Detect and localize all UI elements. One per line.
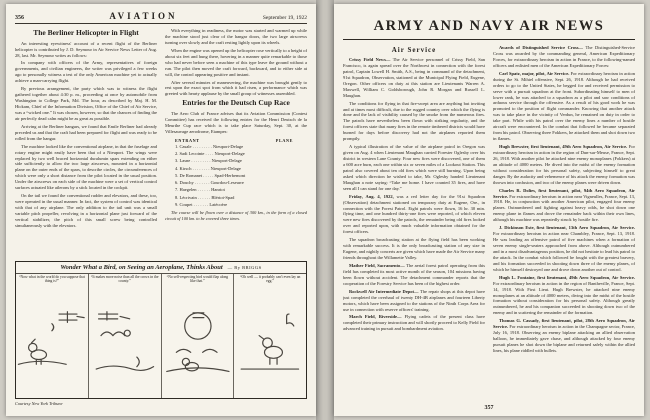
entries-list <box>165 144 307 209</box>
entries-header-plane: PLANE <box>275 137 293 143</box>
entry-line: 2. Sadi Lecointe . . . . Nieuport-Delage <box>175 150 245 156</box>
article2-title: Entries for the Deutsch Cup Race <box>182 98 290 108</box>
paragraph: The squadron broadcasting station at the flying field has been working with remarkable success. It is the only broadcasting station of any size in Eugene, and nightly concerts are given which have made the Air Service many friends throughout the Willamette Valley. <box>343 237 485 260</box>
comic-panel-3 <box>162 274 235 398</box>
paragraph-lead: J. Dickinson Este, first lieutenant, 13th Aero Squadron, Air Service. <box>499 225 635 231</box>
entry-line: 1. Casale . . . . . . . . . Nieuport-Delage <box>175 143 244 149</box>
entries-header-entrant: ENTRANT <box>175 137 200 143</box>
left-page <box>6 4 316 416</box>
article1-body-col2 <box>165 28 307 97</box>
journal-title: AVIATION <box>109 11 178 21</box>
paragraph-lead: Hugh L. Fontaine, first lieutenant, 49th Aero Squadron, Air Service. <box>499 274 635 280</box>
paragraph: On the tail we found the conventional rudder and elevators, and these, too, were operated in the usual manner. In fact, the system of control was identical with that of any airplane. The only addition to the tail unit was a small variable pitch propeller, revolving in a horizontal plane just forward of the vertical stabilizer, the pitch of this small screw being controlled simultaneously with the elevators. <box>15 193 157 228</box>
entry-line: 3. Lasne . . . . . . . . . Nieuport-Delage <box>175 158 242 164</box>
comic-panel-drawing <box>16 285 88 398</box>
paragraph: Mather Field, Sacramento— The aerial forest patrol operating from this field has completed its most active month of the season, 104 missions having been flown without accident. The detachment commander reports that the cooperation of the Forestry Service has been of the highest order. <box>343 262 485 286</box>
right-column-2 <box>493 45 635 397</box>
page-number-right: 357 <box>484 405 494 411</box>
paragraph: Rockwell Air Intermediate Depot— The repair shops at this depot have just completed the overhaul of twenty DH-4B airplanes and fourteen Liberty motors, which have been assigned to the stations of the Ninth Corps Area for use in connection with reserve officers' training. <box>343 288 485 312</box>
left-column-2 <box>165 28 307 258</box>
right-column-1 <box>343 45 485 397</box>
comic-panel-2 <box>89 274 162 398</box>
right-page <box>334 4 644 416</box>
section-banner: ARMY AND NAVY AIR NEWS <box>343 13 635 40</box>
entry-line: 5. De Romanet . . . . . Spad-Herbemont <box>175 172 246 178</box>
paragraph: Charles R. Dolies, first lieutenant, pilot, 94th Aero Squadron, Air Service. For extraordinary heroism in action near Vigneulles, France, Sept. 13, 1918. He, in conjunction with another American pilot, engaged four enemy planes. Outnumbered and fighting against heavy odds, he shot down one enemy plane in flames and drove the remainder back within their own lines, although his machine was repeatedly struck by hostile fire. <box>493 187 635 223</box>
paragraph: The conditions for flying in that fire-swept area are anything but inviting and at times most difficult, due to the rugged country over which the flying is done and the lack of visibility caused by the smoke from the numerous fires. The patrols have nevertheless been flown with striking regularity, and the forest officers state that many fires in the remote timbered districts would have burned for days before discovery had not the airplanes reported them promptly. <box>343 100 485 142</box>
paragraph: Thomas G. Cassady, first lieutenant, pilot, 28th Aero Squadron, Air Service. For extraordinary heroism in action in the Champagne sector, France, July 16, 1918. Observing an enemy biplane attacking an allied observation balloon, he immediately gave chase, and although attacked by four enemy pursuit planes he shot down the biplane and returned safely within the allied lines, his plane riddled with bullets. <box>493 318 635 353</box>
paragraph: Hugh L. Fontaine, first lieutenant, 49th Aero Squadron, Air Service. For extraordinary heroism in action in the region of Bantheville, France, Sept. 14, 1918. With First Lieut. Hugh Brewster, he attacked nine enemy monoplanes at an altitude of 4000 meters, diving into the midst of the hostile formation without consideration for his personal safety. Although greatly outnumbered, he and his companion succeeded in shooting down two of the enemy and in scattering the remainder of the formation. <box>493 274 635 316</box>
comic-panel-drawing <box>162 285 234 398</box>
paragraph: J. Dickinson Este, first lieutenant, 13th Aero Squadron, Air Service. For extraordinary heroism in action near Chambley, France, Sept. 13, 1918. He was leading an offensive patrol of five machines when a formation of seven enemy single-seaters approached from above. Although outnumbered and in a most disadvantageous position, he did not hesitate to lead his patrol to the attack. In the combat which followed he fought with the greatest bravery, and his formation succeeded in shooting down three of the enemy planes, of which he himself destroyed one and drove down another out of control. <box>493 225 635 272</box>
paragraph: Crissy Field News— The Air Service personnel of Crissy Field, San Francisco, is again spread over the Northwest in connection with the forest patrol, Captain Lowell H. Smith, A.S., being in command of the detachment, 91st Squadron, Observation, stationed at the Municipal Flying Field, Eugene, Oregon. Other officers on duty at this station are Lieutenants Warren A. Maxwell, William C. Goldsborough, John R. Morgan and Russell L. Maughan. <box>343 57 485 98</box>
entries-note: The course will be flown over a distance of 300 km., in the form of a closed circuit of 100 km. to be covered three times. <box>165 210 307 221</box>
article1-body-col1 <box>15 41 157 229</box>
paragraph: The machine looked like the conventional airplane, in that the fuselage and rotary engine might easily have been that of a Nieuport. The wings were replaced by two well braced horizontal duralumin spars extending on either side sufficiently to allow the two large airscrews, mounted in a horizontal plane on the outer ends of the spars, to describe circles, the circumferences of which were only a short distance from the pilot located in the usual position. Under the airscrews on each side of the machine were a set of vertical control surfaces actuated like ailerons by a stick located in the cockpit. <box>15 143 157 191</box>
comic-titlebar <box>16 262 306 274</box>
paragraph-lead: March Field, Riverside— <box>349 314 405 320</box>
page-gutter <box>316 0 334 420</box>
entry-line: 4. Kirsch . . . . . . . . Nieuport-Delage <box>175 165 241 171</box>
article1-title: The Berliner Helicopter in Flight <box>33 28 139 37</box>
paragraph-lead: Crissy Field News— <box>349 57 393 62</box>
paragraph: In company with officers of the Army, representatives of foreign governments, and civilian engineers, the writer was privileged a few weeks ago to personally witness a test of the only American machine yet to actually achieve a man-carrying flight. <box>15 60 157 84</box>
paragraph: Arriving at the Berliner hangars, we found that Emile Berliner had already preceded us and that the craft had been prepared for flight and was ready to be rolled from the hangar. <box>15 123 157 141</box>
paragraph: A typical illustration of the value of the airplane patrol in Oregon was given on Aug. 4 when Lieutenant Maughan carried Forester Oglesby over his district in western Lane County. Four new fires were discovered, one of them a 600 acre burn, each one within six or seven miles of a Lookout Station. This patrol also covered about ten old fires which were still burning. Upon being asked which direction he wished to take, Mr. Oglesby handed Lieutenant Maughan a note saying: “Take me home. I have counted 35 fires, and have seen all I can stand for one day.” <box>343 144 485 191</box>
paragraph-lead: Awards of Distinguished Service Cross— <box>499 45 586 50</box>
paragraph-lead: Thomas G. Cassady, first lieutenant, pilot, 28th Aero Squadron, Air Service. <box>493 318 635 330</box>
comic-credit: Courtesy New York Tribune <box>15 401 63 406</box>
paragraph: After several minutes of maneuvering, the machine was brought gently to rest upon the exact spot from which it had risen, a performance which was greeted with hearty applause by the small group of witnesses assembled. <box>165 79 307 97</box>
page-number-left: 356 <box>15 15 24 21</box>
paragraph-lead: Friday, Aug. 4, 1922, <box>349 193 397 199</box>
paragraph: March Field, Riverside— Flying cadets of the present class have completed their primary instruction and will shortly proceed to Kelly Field for advanced training in pursuit and bombardment aviation. <box>343 314 485 332</box>
comic-caption: “Now what in the world do you suppose that thing is?” <box>18 275 85 284</box>
comic-panels <box>16 274 306 398</box>
comic-caption: “Oh well — it probably can't even lay an egg.” <box>239 275 301 284</box>
entry-line: 7. Haegelen . . . . . . Hanriot <box>175 187 225 193</box>
entry-line: 8. Lécrivain . . . . . . Blériot-Spad <box>175 194 235 200</box>
paragraph: Friday, Aug. 4, 1922, was a red letter day for the 91st Squadron (Observation) detachment stationed on temporary duty at Eugene, Ore., in connection with the Forest Patrol. Eight patrols were flown, 16 hr. 30 min. flying time, and one hundred thirty-one fires were reported, of which eleven were new fires discovered by the patrols, the remainder being old fires looked over and reported upon, with much valuable information obtained for the forest officers. <box>343 193 485 235</box>
paragraph: Hugh Brewster, first lieutenant, 49th Aero Squadron, Air Service. For extraordinary heroism in action in the region of Dun-sur-Meuse, France, Sept. 26, 1918. With another pilot he attacked nine enemy monoplanes (Fokkers) at an altitude of 4000 meters. He dived into the midst of the enemy formation without consideration for his personal safety, subjecting himself to great danger. By the audacity and vehemence of his attack the enemy formation was thrown into confusion, and two of the enemy planes were driven down. <box>493 144 635 185</box>
comic-panel-drawing <box>89 285 161 398</box>
running-header <box>15 11 307 24</box>
paragraph: Carl Spatz, major, pilot, Air Service. For extraordinary heroism in action during the St. Mihiel offensive, Sept. 26, 1918. Although he had received orders to go to the United States, he begged for and received permission to serve with a pursuit squadron at the front. Subordinating himself to men of lower rank, he was attached to a squadron as a pilot and saw conditions of arduous service through the offensive. As a result of his good work he was promoted to the position of flight commander. Knowing that another attack was to take place in the vicinity of Verdun, he remained on duty in order to take part. While with his patrol over the enemy lines a number of hostile aircraft were encountered. In the combat that followed he became separated from his patrol. Observing three Fokkers, he attacked them and shot down two in flames. <box>493 70 635 142</box>
paragraph: With everything in readiness, the motor was started and warmed up while the machine stood just clear of the hangar doors, the two large airscrews turning over slowly and the craft resting lightly upon its wheels. <box>165 28 307 45</box>
comic-caption: “No self-respecting bird would flap along like that.” <box>166 275 229 284</box>
left-column-1 <box>15 28 157 258</box>
issue-date: September 19, 1922 <box>262 15 307 21</box>
comic-byline: — By BRIGGS <box>227 265 262 270</box>
entries-header <box>165 137 307 144</box>
paragraph: Awards of Distinguished Service Cross— The Distinguished-Service Cross was awarded by the commanding general, American Expeditionary Forces, for extraordinary heroism in action in France, to the following-named officers and enlisted men of the American Expeditionary Forces: <box>493 45 635 68</box>
entry-line: 9. Coupet . . . . . . . Latécoère <box>175 202 228 208</box>
paragraph: When the engine was opened up the helicopter rose vertically to a height of about six feet and hung there, hovering in a manner quite remarkable to those who had never before seen a machine of this type leave the ground without a run. The pilot then moved the craft forward, backward, and to either side at will, the control appearing positive and instant. <box>165 47 307 77</box>
comic-panel-4 <box>234 274 306 398</box>
left-page-columns <box>15 28 307 258</box>
awards-body <box>493 45 635 354</box>
comic-title: Wonder What a Bird, on Seeing an Aeroplane, Thinks About <box>60 264 223 271</box>
paragraph-lead: Hugh Brewster, first lieutenant, 49th Aero Squadron, Air Service. <box>499 144 629 149</box>
air-service-body <box>343 57 485 332</box>
paragraph-lead: Mather Field, Sacramento— <box>349 262 407 268</box>
right-page-columns <box>343 45 635 397</box>
article2-intro: The Aero Club of France advises that its Aviation Commission (Contest Committee) has received the following entries for the Henri Deutsch de la Meurthe Cup race which is to take place Saturday, Sept. 30, at the Villesauvage aerodrome, Etampes: <box>165 110 307 134</box>
comic-panel-drawing <box>234 285 306 398</box>
paragraph: An interesting eyewitness' account of a recent flight of the Berliner helicopter is contributed by J. D. Seymour in Air Service News Letter of Aug. 28, last. Mr. Seymour writes as follows: <box>15 40 157 58</box>
paragraph-lead: Charles R. Dolies, first lieutenant, pilot, 94th Aero Squadron, Air Service. <box>493 187 635 199</box>
paragraph: By previous arrangement, the party which was to witness the flight gathered together about 4:30 p. m., proceeding at once by automobile from Washington to College Park, Md. The hour, as described by Maj. H. M. Hickam, Chief of the Information Division, Office of the Chief of Air Service, was a “wicked one.” It was chosen, however, so that the chances of finding the air perfectly dead calm might be as great as possible. <box>15 86 157 121</box>
air-service-heading: Air Service <box>391 46 437 54</box>
entry-line: 6. Douchy . . . . . . . Gourdou-Leseurre <box>175 180 244 186</box>
comic-caption: “It makes more noise than all the crows in the county.” <box>90 275 159 284</box>
comic-strip-box <box>15 261 307 399</box>
paragraph-lead: Rockwell Air Intermediate Depot— <box>349 288 420 294</box>
paragraph-lead: Carl Spatz, major, pilot, Air Service. <box>499 70 571 76</box>
comic-panel-1 <box>16 274 89 398</box>
